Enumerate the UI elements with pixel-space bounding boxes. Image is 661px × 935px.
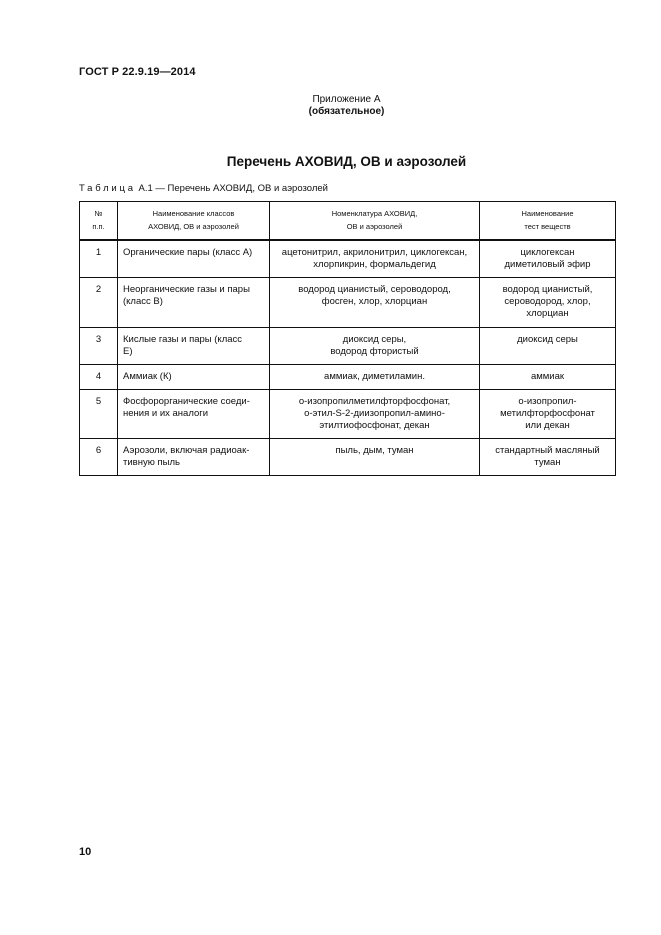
test-substance-cell: аммиак	[480, 364, 616, 389]
table-row	[80, 389, 616, 438]
column-header-class: Наименование классов АХОВИД, ОВ и аэрозолей	[118, 202, 270, 240]
table-caption	[79, 183, 328, 194]
class-cell: Аммиак (К)	[118, 364, 270, 389]
class-cell: Органические пары (класс А)	[118, 240, 270, 278]
table-caption-text: — Перечень АХОВИД, ОВ и аэрозолей	[155, 183, 328, 194]
row-number: 5	[80, 389, 118, 438]
class-cell: Кислые газы и пары (класс Е)	[118, 327, 270, 364]
column-header-number: № п.п.	[80, 202, 118, 240]
row-number: 3	[80, 327, 118, 364]
table-caption-label: Таблица	[79, 183, 136, 194]
test-substance-cell: о-изопропил- метилфторфосфонат или декан	[480, 389, 616, 438]
substances-table	[79, 201, 616, 476]
nomenclature-cell: водород цианистый, сероводород, фосген, хлор, хлорциан	[270, 277, 480, 327]
test-substance-cell: водород цианистый, сероводород, хлор, хлорциан	[480, 277, 616, 327]
test-substance-cell: диоксид серы	[480, 327, 616, 364]
test-substance-cell: циклогексан диметиловый эфир	[480, 240, 616, 278]
row-number: 6	[80, 438, 118, 475]
nomenclature-cell: аммиак, диметиламин.	[270, 364, 480, 389]
page-title: Перечень АХОВИД, ОВ и аэрозолей	[226, 154, 467, 169]
document-code: ГОСТ Р 22.9.19—2014	[79, 66, 196, 78]
nomenclature-cell: ацетонитрил, акрилонитрил, циклогексан, хлорпикрин, формальдегид	[270, 240, 480, 278]
class-cell: Неорганические газы и пары (класс В)	[118, 277, 270, 327]
appendix-status: (обязательное)	[308, 106, 385, 117]
table-caption-number: А.1	[138, 183, 153, 194]
row-number: 4	[80, 364, 118, 389]
table-row	[80, 327, 616, 364]
test-substance-cell: стандартный масляный туман	[480, 438, 616, 475]
appendix-title: Приложение А	[312, 94, 381, 105]
table-row	[80, 240, 616, 278]
nomenclature-cell: диоксид серы, водород фтористый	[270, 327, 480, 364]
nomenclature-cell: о-изопропилметилфторфосфонат, о-этил-S-2-диизопропил-амино- этилтиофосфонат, декан	[270, 389, 480, 438]
table-row	[80, 438, 616, 475]
class-cell: Аэрозоли, включая радиоак- тивную пыль	[118, 438, 270, 475]
table-row	[80, 364, 616, 389]
appendix-heading	[0, 94, 661, 118]
table-header-row	[80, 202, 616, 240]
nomenclature-cell: пыль, дым, туман	[270, 438, 480, 475]
class-cell: Фосфорорганические соеди- нения и их аналоги	[118, 389, 270, 438]
column-header-test-substances: Наименование тест веществ	[480, 202, 616, 240]
table-row	[80, 277, 616, 327]
column-header-nomenclature: Номенклатура АХОВИД, ОВ и аэрозолей	[270, 202, 480, 240]
row-number: 1	[80, 240, 118, 278]
page-number: 10	[79, 846, 92, 858]
row-number: 2	[80, 277, 118, 327]
